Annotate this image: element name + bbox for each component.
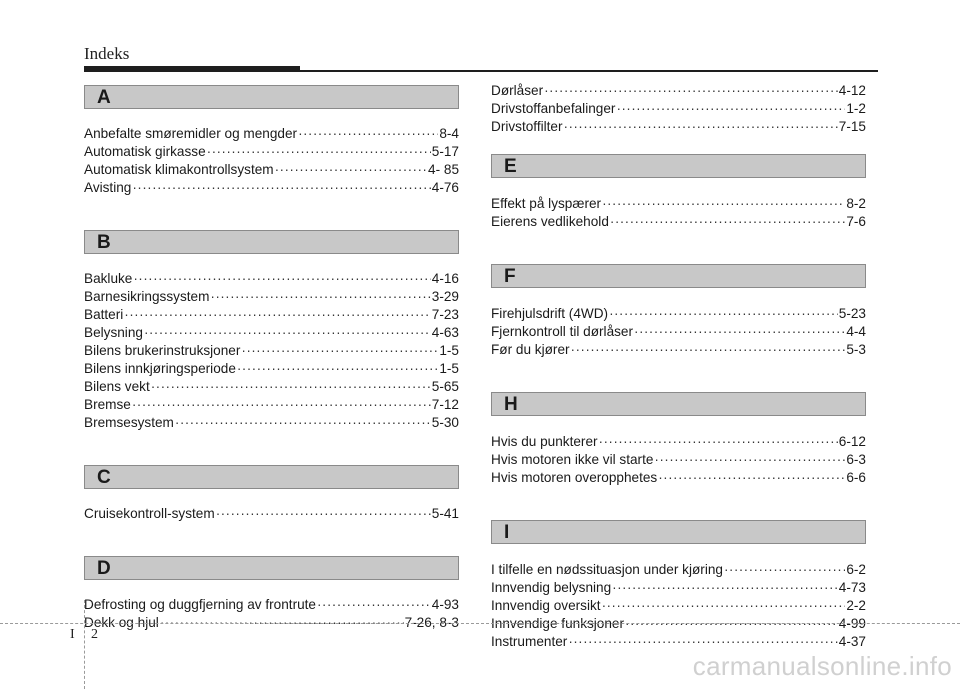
index-term: Innvendige funksjoner [491, 616, 625, 631]
index-page-ref: 1-2 [846, 101, 866, 116]
dot-leader [132, 179, 430, 197]
section-label: I [70, 627, 75, 642]
dot-leader [207, 143, 431, 161]
dot-leader [275, 161, 427, 179]
index-entry[interactable] [491, 195, 866, 213]
index-entry[interactable] [491, 561, 866, 579]
footer-margin-line [84, 600, 85, 689]
index-term: Automatisk girkasse [84, 144, 206, 159]
index-page-ref: 7-26, 8-3 [404, 615, 459, 630]
dot-leader [610, 213, 845, 231]
dot-leader [564, 118, 838, 136]
dot-leader [133, 270, 430, 288]
index-page-ref: 4-12 [838, 83, 866, 98]
section-header-a [84, 85, 459, 109]
index-term: Dørlåser [491, 83, 544, 98]
index-entry[interactable] [84, 270, 459, 288]
index-page-ref: 5-41 [431, 506, 459, 521]
dot-leader [241, 342, 438, 360]
index-entry[interactable] [491, 615, 866, 633]
dot-leader [132, 396, 431, 414]
index-page-ref: 7-12 [431, 397, 459, 412]
index-entry[interactable] [84, 378, 459, 396]
dot-leader [237, 360, 438, 378]
section-header-c [84, 465, 459, 489]
section-letter: F [504, 266, 516, 287]
section-header-f [491, 264, 866, 288]
index-term: Hvis motoren overopphetes [491, 470, 658, 485]
index-entry[interactable] [84, 324, 459, 342]
section-header-d [84, 556, 459, 580]
index-term: Hvis du punkterer [491, 434, 598, 449]
dot-leader [210, 288, 430, 306]
section-letter: A [97, 87, 111, 108]
index-entry[interactable] [491, 597, 866, 615]
watermark: carmanualsonline.info [692, 651, 952, 681]
index-entry[interactable] [491, 100, 866, 118]
index-term: Cruisekontroll-system [84, 506, 215, 521]
index-page-ref: 1-5 [439, 361, 459, 376]
index-left-column [84, 85, 459, 665]
dot-leader [616, 100, 845, 118]
index-page-ref: 5-3 [846, 342, 866, 357]
index-page-ref: 4- 85 [428, 162, 459, 177]
index-term: Bremse [84, 397, 131, 412]
index-entry[interactable] [84, 288, 459, 306]
index-page-ref: 4-99 [838, 616, 866, 631]
index-entry[interactable] [491, 469, 866, 487]
section-letter: B [97, 232, 111, 253]
dot-leader [317, 596, 431, 614]
index-entry[interactable] [491, 433, 866, 451]
section-header-i [491, 520, 866, 544]
index-page-ref: 7-6 [846, 214, 866, 229]
index-entry[interactable] [84, 125, 459, 143]
section-letter: C [97, 467, 111, 488]
section-letter: D [97, 558, 111, 579]
dot-leader [602, 195, 845, 213]
index-page-ref: 7-15 [838, 119, 866, 134]
index-page-ref: 2-2 [846, 598, 866, 613]
index-term: Avisting [84, 180, 132, 195]
index-entry[interactable] [491, 451, 866, 469]
index-page-ref: 8-4 [439, 126, 459, 141]
page-title: Indeks [84, 44, 130, 63]
index-entry[interactable] [491, 82, 866, 100]
index-page-ref: 5-65 [431, 379, 459, 394]
index-entry[interactable] [84, 505, 459, 523]
index-term: Før du kjører [491, 342, 570, 357]
index-term: Batteri [84, 307, 124, 322]
index-entry[interactable] [491, 579, 866, 597]
index-page-ref: 5-23 [838, 306, 866, 321]
index-term: Belysning [84, 325, 143, 340]
index-term: Fjernkontroll til dørlåser [491, 324, 634, 339]
dot-leader [609, 305, 838, 323]
index-term: Barnesikringssystem [84, 289, 210, 304]
index-entry[interactable] [84, 179, 459, 197]
index-entry[interactable] [84, 306, 459, 324]
index-entry[interactable] [84, 161, 459, 179]
index-term: Bilens vekt [84, 379, 150, 394]
index-page-ref: 5-30 [431, 415, 459, 430]
section-header-b [84, 230, 459, 254]
index-term: Instrumenter [491, 634, 568, 649]
dot-leader [602, 597, 846, 615]
index-page-ref: 3-29 [431, 289, 459, 304]
index-term: Bilens innkjøringsperiode [84, 361, 236, 376]
index-entry[interactable] [491, 341, 866, 359]
index-term: Bremsesystem [84, 415, 174, 430]
dot-leader [216, 505, 431, 523]
index-term: Effekt på lyspærer [491, 196, 602, 211]
dot-leader [298, 125, 438, 143]
dot-leader [124, 306, 430, 324]
index-page-ref: 4-4 [846, 324, 866, 339]
index-term: Hvis motoren ikke vil starte [491, 452, 654, 467]
index-term: Eierens vedlikehold [491, 214, 609, 229]
index-entry[interactable] [491, 323, 866, 341]
section-letter: I [504, 522, 510, 543]
index-page-ref: 4-93 [431, 597, 459, 612]
index-term: Drivstoffilter [491, 119, 563, 134]
index-term: Anbefalte smøremidler og mengder [84, 126, 298, 141]
index-page-ref: 4-37 [838, 634, 866, 649]
index-entry[interactable] [84, 396, 459, 414]
dot-leader [612, 579, 838, 597]
section-letter: H [504, 394, 518, 415]
index-entry[interactable] [84, 360, 459, 378]
index-page-ref: 6-6 [846, 470, 866, 485]
dot-leader [625, 615, 838, 633]
index-term: Firehjulsdrift (4WD) [491, 306, 609, 321]
index-page-ref: 6-12 [838, 434, 866, 449]
title-rule-thick [84, 66, 300, 72]
index-page-ref: 4-76 [431, 180, 459, 195]
index-term: Drivstoffanbefalinger [491, 101, 616, 116]
section-letter: E [504, 156, 517, 177]
footer-divider [0, 623, 960, 624]
index-entry[interactable] [491, 305, 866, 323]
index-page-ref: 8-2 [846, 196, 866, 211]
dot-leader [544, 82, 838, 100]
dot-leader [599, 433, 838, 451]
dot-leader [144, 324, 431, 342]
index-page-ref: 4-63 [431, 325, 459, 340]
dot-leader [634, 323, 845, 341]
index-term: Defrosting og duggfjerning av frontrute [84, 597, 316, 612]
index-right-column [491, 82, 866, 684]
index-term: Dekk og hjul [84, 615, 159, 630]
index-term: Innvendig oversikt [491, 598, 601, 613]
index-page-ref: 6-3 [846, 452, 866, 467]
index-entry[interactable] [84, 596, 459, 614]
dot-leader [571, 341, 846, 359]
index-term: I tilfelle en nødssituasjon under kjøring [491, 562, 723, 577]
index-term: Automatisk klimakontrollsystem [84, 162, 274, 177]
index-page-ref: 4-73 [838, 580, 866, 595]
index-entry[interactable] [491, 118, 866, 136]
index-page-ref: 6-2 [846, 562, 866, 577]
dot-leader [175, 414, 431, 432]
index-page-ref: 7-23 [431, 307, 459, 322]
index-term: Bilens brukerinstruksjoner [84, 343, 241, 358]
section-header-h [491, 392, 866, 416]
dot-leader [151, 378, 431, 396]
index-entry[interactable] [84, 414, 459, 432]
index-entry[interactable] [84, 342, 459, 360]
index-entry[interactable] [491, 633, 866, 651]
title-rule-thin [300, 70, 878, 72]
dot-leader [654, 451, 845, 469]
dot-leader [724, 561, 845, 579]
dot-leader [658, 469, 845, 487]
index-page-ref: 4-16 [431, 271, 459, 286]
page-number: 2 [91, 627, 98, 642]
section-header-e [491, 154, 866, 178]
index-term: Innvendig belysning [491, 580, 612, 595]
index-page-ref: 5-17 [431, 144, 459, 159]
index-entry[interactable] [491, 213, 866, 231]
index-term: Bakluke [84, 271, 133, 286]
dot-leader [568, 633, 837, 651]
index-page-ref: 1-5 [439, 343, 459, 358]
index-entry[interactable] [84, 143, 459, 161]
